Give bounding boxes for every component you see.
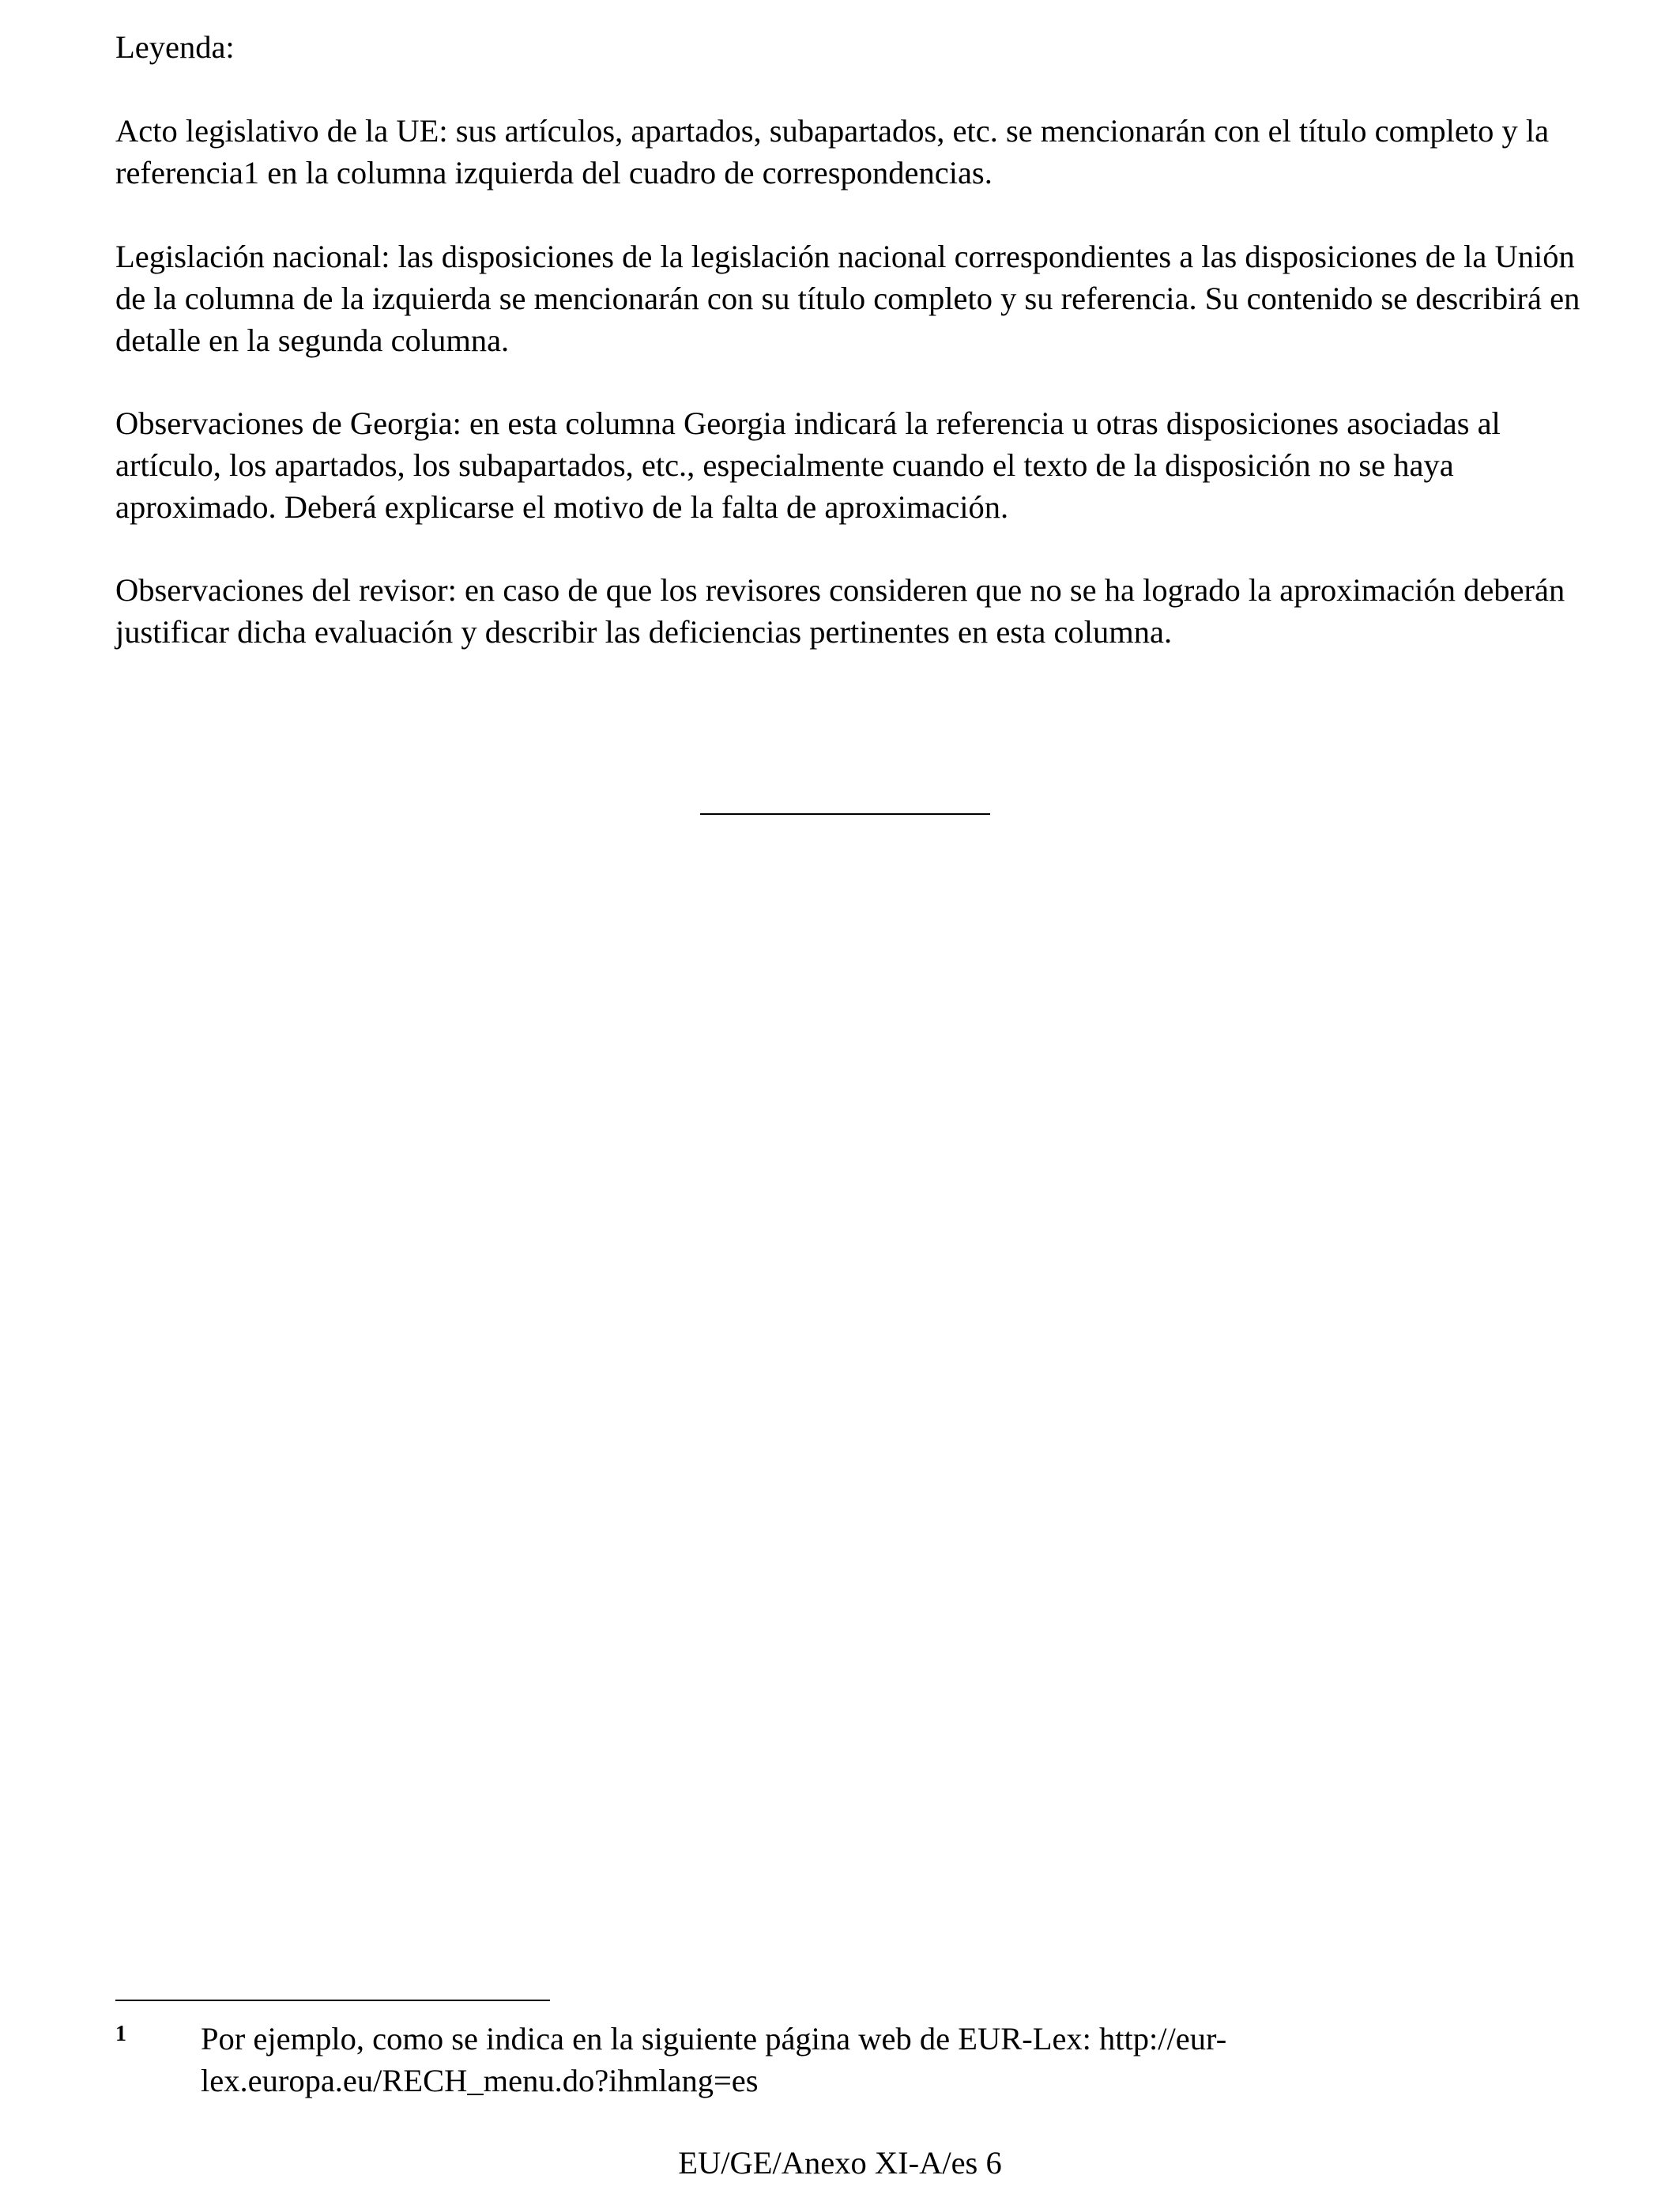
paragraph-georgia-observations: Observaciones de Georgia: en esta columna Georgia indicará la referencia u otras disposiciones asociadas al artículo, los apartados, los subapartados, etc., especialmente cuando el texto de la disposición no se haya aproximado. Deberá explicarse el motivo de la falta de aproximación.: [115, 405, 1501, 525]
end-of-text-rule: [700, 813, 990, 815]
page-footer: EU/GE/Anexo XI-A/es 6: [678, 2145, 1002, 2181]
footnote-separator: [115, 2000, 550, 2001]
footnote-text: Por ejemplo, como se indica en la siguiente página web de EUR-Lex: http://eur-lex.europa.eu/RECH_menu.do?ihmlang=es: [201, 2021, 1227, 2098]
footnote-number: 1: [115, 2022, 126, 2046]
paragraph-national-legislation: Legislación nacional: las disposiciones de la legislación nacional correspondientes a las disposiciones de la Unión de la columna de la izquierda se mencionarán con su título completo y su referencia. Su contenido se describirá en detalle en la segunda columna.: [115, 239, 1580, 358]
legend-heading: Leyenda:: [115, 29, 235, 65]
paragraph-eu-legislative-act: Acto legislativo de la UE: sus artículos, apartados, subapartados, etc. se mencionarán con el título completo y la referencia1 en la columna izquierda del cuadro de correspondencias.: [115, 113, 1550, 190]
paragraph-reviewer-observations: Observaciones del revisor: en caso de que los revisores consideren que no se ha logrado la aproximación deberán justificar dicha evaluación y describir las deficiencias pertinentes en esta columna.: [115, 572, 1565, 650]
